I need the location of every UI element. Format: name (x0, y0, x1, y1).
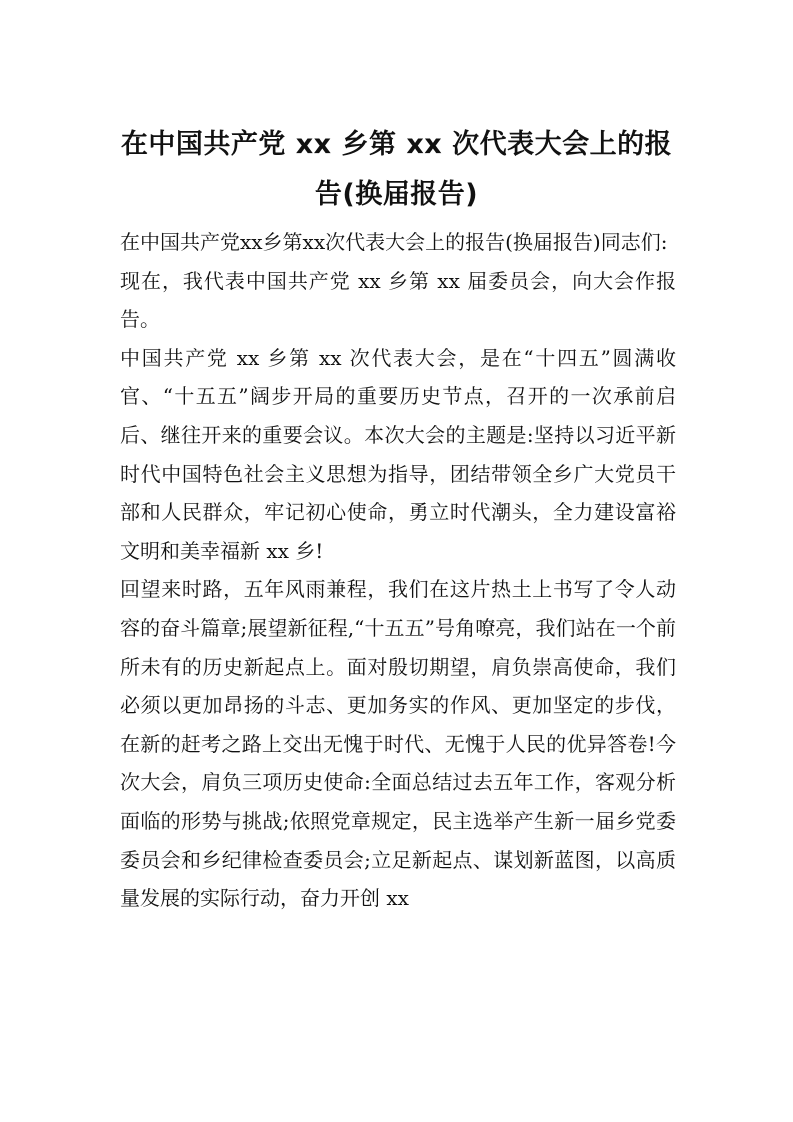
paragraph-meeting-theme: 中国共产党 xx 乡第 xx 次代表大会，是在“十四五”圆满收官、“十五五”阔步开局的重要历史节点，召开的一次承前启后、继往开来的重要会议。本次大会的主题是:坚持以习近平新时代中国特色社会主义思想为指导，团结带领全乡广大党员干部和人民群众，牢记初心使命，勇立时代潮头，全力建设富裕文明和美幸福新 xx 乡! (120, 345, 676, 563)
paragraph-review: 回望来时路，五年风雨兼程，我们在这片热土上书写了令人动容的奋斗篇章;展望新征程,“十五五”号角嘹亮，我们站在一个前所未有的历史新起点上。面对殷切期望，肩负崇高使命，我们必须以更加昂扬的斗志、更加务实的作风、更加坚定的步伐，在新的赶考之路上交出无愧于时代、无愧于人民的优异答卷!今次大会，肩负三项历史使命:全面总结过去五年工作，客观分析面临的形势与挑战;依照党章规定，民主选举产生新一届乡党委委员会和乡纪律检查委员会;立足新起点、谋划新蓝图，以高质量发展的实际行动，奋力开创 xx (120, 577, 676, 911)
title-line-2: 告(换届报告) (314, 179, 479, 210)
paragraph-opening: 现在，我代表中国共产党 xx 乡第 xx 届委员会，向大会作报告。 (120, 268, 676, 332)
document-title (110, 120, 683, 220)
title-line-1: 在中国共产党 xx 乡第 xx 次代表大会上的报 (120, 129, 673, 160)
paragraph-salutation: 在中国共产党xx乡第xx次代表大会上的报告(换届报告)同志们: (120, 230, 668, 254)
document-body (120, 223, 676, 918)
